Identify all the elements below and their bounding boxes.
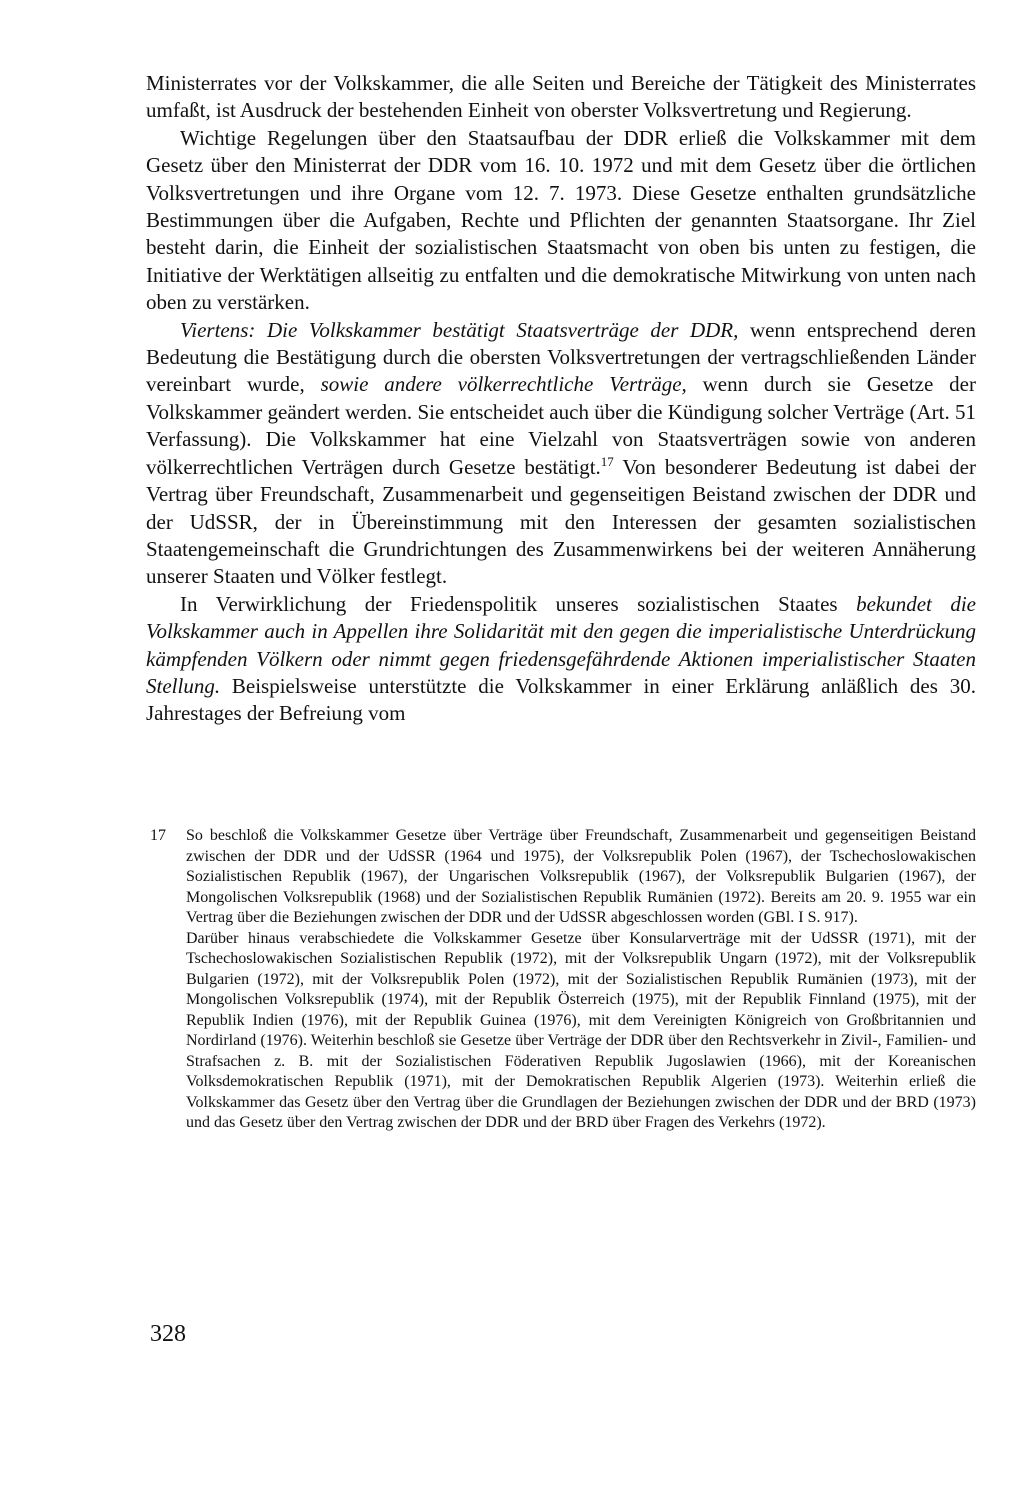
paragraph-3: [146, 317, 976, 591]
paragraph-2-text: Wichtige Regelungen über den Staatsaufbau der DDR erließ die Volkskammer mit dem Gesetz über den Ministerrat der DDR vom 16. 10. 1972 und mit dem Gesetz über die örtlichen Volksvertretungen und ihre Organe vom 12. 7. 1973. Diese Gesetze enthalten grundsätzliche Bestimmungen über die Aufgaben, Rechte und Pflichten der genannten Staatsorgane. Ihr Ziel besteht darin, die Einheit der sozialistischen Staatsmacht von oben bis unten zu festigen, die Initiative der Werktätigen allseitig zu entfalten und die demokratische Mitwirkung von unten nach oben zu verstärken.: [146, 125, 976, 315]
footnote-paragraph-2: Darüber hinaus verabschiedete die Volkskammer Gesetze über Konsularverträge mit der UdSSR (1971), mit der Tschechoslowakischen Sozialistischen Republik (1972), mit der Volksrepublik Ungarn (1972), mit der Volksrepublik Bulgarien (1972), mit der Volksrepublik Polen (1972), mit der Sozialistischen Republik Rumänien (1973), mit der Mongolischen Volksrepublik (1974), mit der Republik Österreich (1975), mit der Republik Finnland (1975), mit der Republik Indien (1976), mit der Republik Guinea (1976), mit dem Vereinigten Königreich von Großbritannien und Nordirland (1976). Weiterhin beschloß sie Gesetze über Verträge der DDR über den Rechtsverkehr in Zivil-, Familien- und Strafsachen z. B. mit der Sozialistischen Föderativen Republik Jugoslawien (1966), mit der Koreanischen Volksdemokratischen Republik (1971), mit der Demokratischen Republik Algerien (1973). Weiterhin erließ die Volkskammer das Gesetz über den Vertrag über die Grundlagen der Beziehungen zwischen der DDR und der BRD (1973) und das Gesetz über den Vertrag zwischen der DDR und der BRD über Fragen des Verkehrs (1972).: [186, 929, 976, 1131]
paragraph-3-text-3: Von besonderer Bedeutung ist dabei der Vertrag über Freundschaft, Zusammenarbeit und gegenseitigen Beistand zwischen der DDR und der UdSSR, der in Übereinstimmung mit den Interessen der gesamten sozialistischen Staatengemeinschaft die Grundrichtungen des Zusammenwirkens bei der weiteren Annäherung unserer Staaten und Völker festlegt.: [146, 454, 976, 589]
footnote-17: [146, 826, 976, 1134]
paragraph-1: [146, 70, 976, 125]
page-number: 328: [150, 1321, 186, 1347]
paragraph-3-text-1: wenn entsprechend deren Bedeutung die Bestätigung durch die obersten Volksvertretungen der vertragschließenden Länder vereinbart wurde,: [146, 317, 976, 397]
paragraph-4-emphasis: bekundet die Volkskammer auch in Appellen ihre Solidarität mit den gegen die imperialistische Unterdrückung kämpfenden Völkern oder nimmt gegen friedensgefährdende Aktionen imperialistischer Staaten Stellung.: [146, 591, 977, 698]
paragraph-2: [146, 125, 976, 317]
paragraph-4: [146, 591, 976, 728]
paragraph-3-text-2: wenn durch sie Gesetze der Volkskammer geändert werden. Sie entscheidet auch über die Kündigung solcher Verträge (Art. 51 Verfassung). Die Volkskammer hat eine Vielzahl von Staatsverträgen sowie von anderen völkerrechtlichen Verträgen durch Gesetze bestätigt.: [146, 372, 976, 479]
paragraph-1-text: Ministerrates vor der Volkskammer, die alle Seiten und Bereiche der Tätigkeit des Ministerrates umfaßt, ist Ausdruck der bestehenden Einheit von oberster Volksvertretung und Regierung.: [146, 71, 976, 123]
paragraph-3-emphasis-1: Viertens: Die Volkskammer bestätigt Staatsverträge der DDR,: [180, 317, 739, 342]
paragraph-4-text-2: Beispielsweise unterstützte die Volkskammer in einer Erklärung anläßlich des 30. Jahrestages der Befreiung vom: [146, 673, 976, 726]
footnote-paragraph-1: So beschloß die Volkskammer Gesetze über Verträge über Freundschaft, Zusammenarbeit und gegenseitigen Beistand zwischen der DDR und der UdSSR (1964 und 1975), der Volksrepublik Polen (1967), der Tschechoslowakischen Sozialistischen Republik (1967), der Ungarischen Volksrepublik (1967), der Volksrepublik Bulgarien (1967), der Mongolischen Volksrepublik (1968) und der Sozialistischen Republik Rumänien (1972). Bereits am 20. 9. 1955 war ein Vertrag über die Beziehungen zwischen der DDR und der UdSSR abgeschlossen worden (GBl. I S. 917).: [186, 827, 976, 926]
paragraph-4-text-1: In Verwirklichung der Friedenspolitik unseres sozialistischen Staates: [180, 591, 857, 616]
footnote-reference: 17: [600, 453, 614, 469]
main-text: [146, 70, 976, 728]
paragraph-3-emphasis-2: sowie andere völkerrechtliche Verträge,: [320, 372, 687, 397]
footnote-number: 17: [150, 827, 166, 844]
